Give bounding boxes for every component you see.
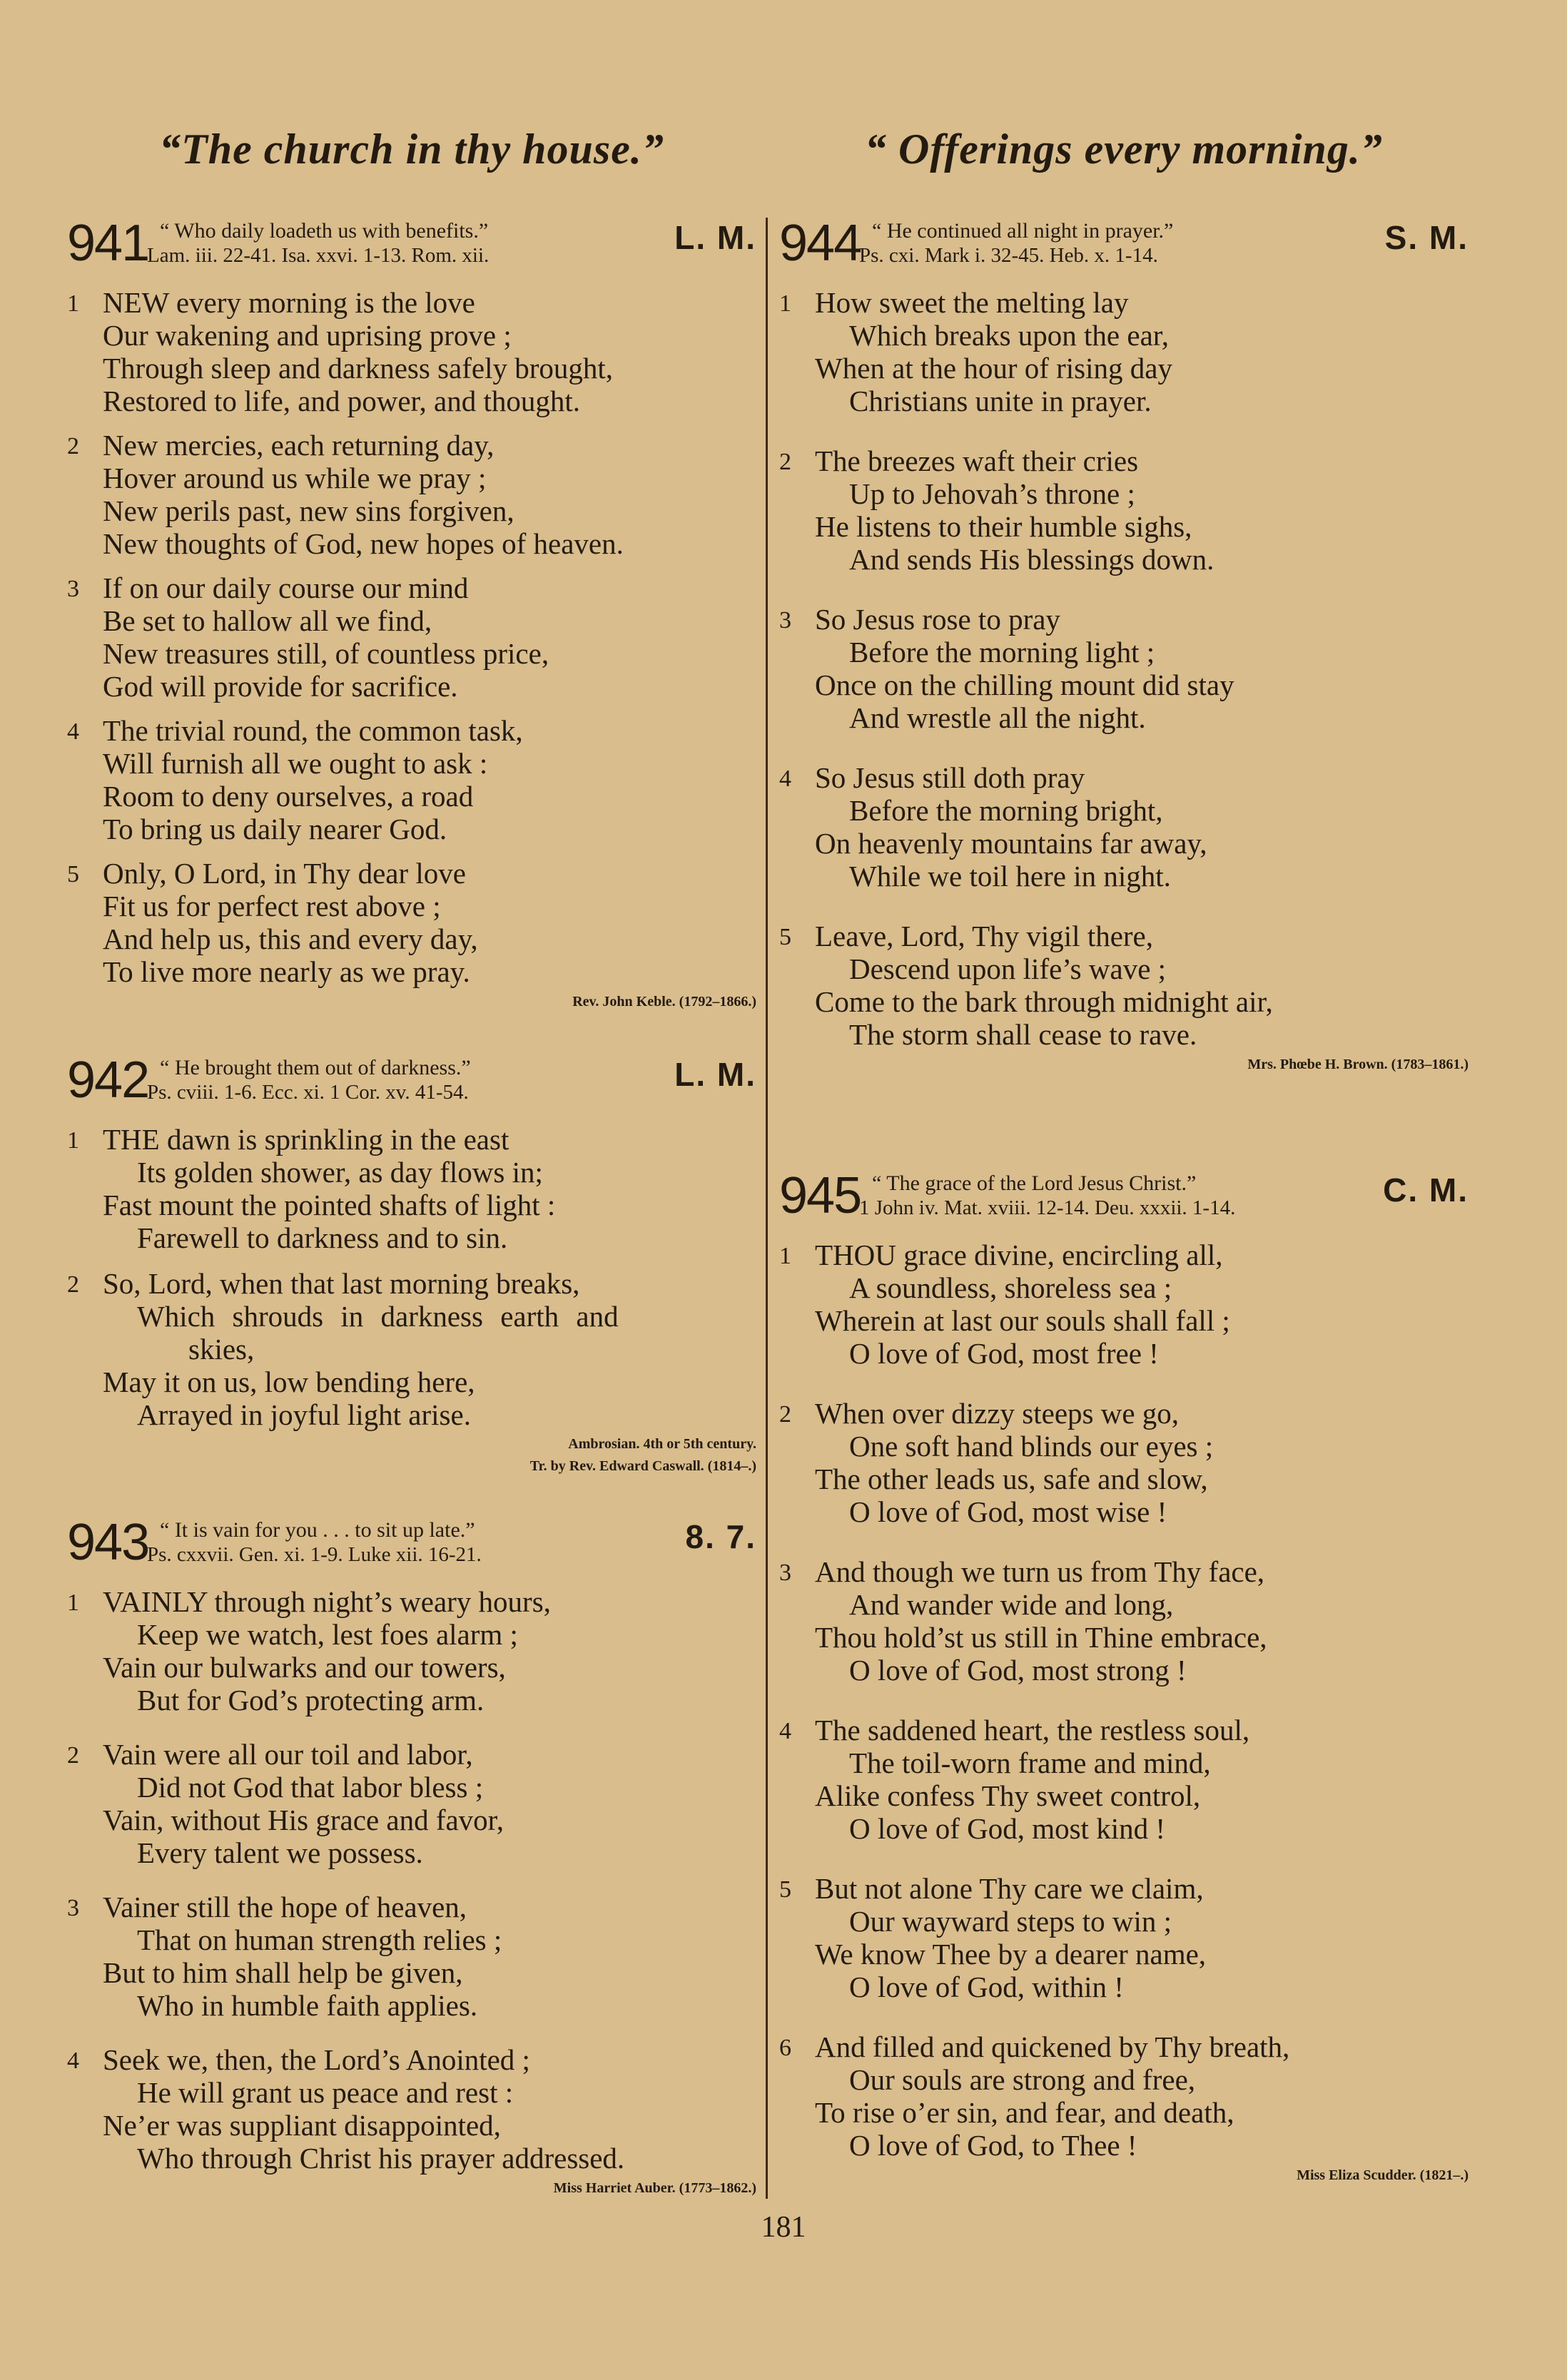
- verse-line: And help us, this and every day,: [103, 922, 478, 955]
- verse-line: Restored to life, and power, and thought.: [103, 385, 581, 417]
- right-column-title: “ Offerings every morning.”: [865, 126, 1383, 173]
- verse-line: Its golden shower, as day flows in;: [137, 1156, 543, 1189]
- verse-line: Before the morning light ;: [849, 636, 1155, 668]
- verse-line: One soft hand blinds our eyes ;: [849, 1430, 1214, 1463]
- hymn-scripture-refs: 1 John iv. Mat. xviii. 12-14. Deu. xxxii. 1-14.: [859, 1196, 1236, 1219]
- hymn-meter: L. M.: [674, 1056, 756, 1093]
- verse: [779, 444, 1469, 576]
- verse-line: And sends His blessings down.: [849, 543, 1214, 576]
- verse-number: 5: [779, 1876, 791, 1903]
- verse-line: When at the hour of rising day: [815, 352, 1172, 385]
- verse-line: Which shrouds in darkness earth and: [137, 1300, 619, 1333]
- verse-line: NEW every morning is the love: [103, 286, 475, 319]
- verse-line: New mercies, each returning day,: [103, 429, 495, 462]
- hymn-header: [67, 215, 756, 276]
- verse-line: So Jesus rose to pray: [815, 603, 1060, 636]
- verse-line: THOU grace divine, encircling all,: [815, 1239, 1223, 1271]
- hymn-header: [67, 1514, 756, 1575]
- verse-number: 5: [779, 924, 791, 950]
- verse-line: O love of God, within !: [849, 1970, 1124, 2003]
- verse-number: 4: [67, 2048, 79, 2074]
- hymn-number: 945: [779, 1167, 861, 1224]
- hymn-number: 944: [779, 215, 861, 272]
- hymn-epigraph: “ The grace of the Lord Jesus Christ.”: [872, 1171, 1197, 1195]
- verse: [779, 2030, 1469, 2162]
- verse-line: So, Lord, when that last morning breaks,: [103, 1267, 580, 1300]
- verse-line: We know Thee by a dearer name,: [815, 1938, 1207, 1970]
- verse-number: 6: [779, 2035, 791, 2061]
- verse: [779, 1397, 1469, 1528]
- verse-line: Fit us for perfect rest above ;: [103, 890, 441, 922]
- hymn-941: [67, 215, 756, 1011]
- hymn-scripture-refs: Ps. cxi. Mark i. 32-45. Heb. x. 1-14.: [859, 244, 1158, 267]
- verse: [67, 571, 756, 703]
- hymn-scripture-refs: Ps. cxxvii. Gen. xi. 1-9. Luke xii. 16-21.: [147, 1543, 482, 1566]
- verse: [779, 1239, 1469, 1370]
- left-column-title: “The church in thy house.”: [159, 126, 664, 173]
- hymn-945: [779, 1167, 1469, 2185]
- hymn-scripture-refs: Lam. iii. 22-41. Isa. xxvi. 1-13. Rom. xii.: [147, 244, 490, 267]
- verse-line: O love of God, most strong !: [849, 1654, 1187, 1687]
- verse: [67, 714, 756, 845]
- hymn-942: [67, 1054, 756, 1475]
- verse-line: And though we turn us from Thy face,: [815, 1555, 1265, 1588]
- verse-line: Arrayed in joyful light arise.: [137, 1398, 471, 1431]
- verse-line: Before the morning bright,: [849, 794, 1163, 827]
- verse: [779, 1555, 1469, 1687]
- verse-number: 2: [67, 1742, 79, 1769]
- hymn-944: [779, 215, 1469, 1074]
- verse-number: 4: [779, 766, 791, 792]
- verse-line: Our wakening and uprising prove ;: [103, 319, 512, 352]
- verse-line: Alike confess Thy sweet control,: [815, 1779, 1201, 1812]
- verse: [779, 1872, 1469, 2003]
- verse-line: May it on us, low bending here,: [103, 1366, 475, 1398]
- verse: [779, 1714, 1469, 1845]
- verse-line: On heavenly mountains far away,: [815, 827, 1207, 860]
- verse-line: O love of God, most free !: [849, 1337, 1159, 1370]
- hymn-943: [67, 1514, 756, 2197]
- verse-line: Hover around us while we pray ;: [103, 462, 487, 494]
- verse-line: So Jesus still doth pray: [815, 761, 1085, 794]
- verse-line: To bring us daily nearer God.: [103, 813, 447, 845]
- verse-line: VAINLY through night’s weary hours,: [103, 1585, 551, 1618]
- hymn-credit: Miss Harriet Auber. (1773–1862.): [553, 2180, 756, 2196]
- verse-line: And wrestle all the night.: [849, 701, 1146, 734]
- verse: [779, 603, 1469, 734]
- verse-line: He will grant us peace and rest :: [137, 2076, 514, 2109]
- verse-line: Vain were all our toil and labor,: [103, 1738, 473, 1771]
- verse-number: 1: [779, 1243, 791, 1269]
- verse-line: Seek we, then, the Lord’s Anointed ;: [103, 2043, 530, 2076]
- verse-line: Through sleep and darkness safely brought,: [103, 352, 614, 385]
- verse-line: He listens to their humble sighs,: [815, 510, 1192, 543]
- verse: [67, 2043, 756, 2175]
- hymn-credit: Miss Eliza Scudder. (1821–.): [1297, 2167, 1469, 2183]
- hymn-number: 943: [67, 1514, 149, 1571]
- verse-line: The saddened heart, the restless soul,: [815, 1714, 1250, 1746]
- verse-number: 3: [67, 576, 79, 602]
- verse: [67, 1891, 756, 2022]
- verse-line: Up to Jehovah’s throne ;: [849, 477, 1135, 510]
- verse: [779, 920, 1469, 1051]
- verse-line: Once on the chilling mount did stay: [815, 668, 1234, 701]
- verse-line: The breezes waft their cries: [815, 444, 1139, 477]
- verse: [67, 1585, 756, 1717]
- verse-line: Be set to hallow all we find,: [103, 604, 432, 637]
- verse-line: Christians unite in prayer.: [849, 385, 1152, 417]
- verse-line: New treasures still, of countless price,: [103, 637, 549, 670]
- verse-line: The other leads us, safe and slow,: [815, 1463, 1208, 1495]
- verse-line: While we toil here in night.: [849, 860, 1171, 892]
- verse-number: 4: [779, 1718, 791, 1744]
- verse-line: skies,: [188, 1333, 255, 1366]
- verse: [67, 1738, 756, 1869]
- verse-line: New perils past, new sins forgiven,: [103, 494, 514, 527]
- verse-line: But not alone Thy care we claim,: [815, 1872, 1204, 1905]
- verse-line: Farewell to darkness and to sin.: [137, 1221, 508, 1254]
- verse-line: Will furnish all we ought to ask :: [103, 747, 488, 780]
- page-number: 181: [761, 2211, 806, 2244]
- verse-line: New thoughts of God, new hopes of heaven.: [103, 527, 624, 560]
- verse-line: Thou hold’st us still in Thine embrace,: [815, 1621, 1267, 1654]
- verse-line: To live more nearly as we pray.: [103, 955, 470, 988]
- verse: [67, 429, 756, 560]
- verse-line: O love of God, most kind !: [849, 1812, 1165, 1845]
- verse-number: 1: [67, 290, 79, 317]
- hymn-number: 941: [67, 215, 149, 272]
- verse: [67, 1267, 756, 1431]
- hymn-epigraph: “ Who daily loadeth us with benefits.”: [160, 219, 489, 243]
- hymn-meter: C. M.: [1383, 1171, 1469, 1209]
- hymn-epigraph: “ It is vain for you . . . to sit up late.”: [160, 1518, 475, 1542]
- column-divider: [766, 218, 768, 2199]
- verse-number: 2: [779, 1401, 791, 1428]
- verse-line: Which breaks upon the ear,: [849, 319, 1170, 352]
- verse-line: Did not God that labor bless ;: [137, 1771, 484, 1804]
- verse-line: Only, O Lord, in Thy dear love: [103, 857, 466, 890]
- verse-number: 4: [67, 718, 79, 745]
- verse: [779, 761, 1469, 892]
- verse-line: To rise o’er sin, and fear, and death,: [815, 2096, 1234, 2129]
- verse-line: Wherein at last our souls shall fall ;: [815, 1304, 1230, 1337]
- hymn-header: [779, 1167, 1469, 1229]
- hymn-number: 942: [67, 1052, 149, 1109]
- verse-line: Keep we watch, lest foes alarm ;: [137, 1618, 518, 1651]
- verse-line: THE dawn is sprinkling in the east: [103, 1123, 509, 1156]
- verse-line: Ne’er was suppliant disappointed,: [103, 2109, 501, 2142]
- verse-number: 1: [67, 1590, 79, 1616]
- verse-line: Vain our bulwarks and our towers,: [103, 1651, 506, 1684]
- hymn-meter: S. M.: [1384, 219, 1469, 256]
- hymn-meter: L. M.: [674, 219, 756, 256]
- verse-number: 3: [779, 1560, 791, 1586]
- hymn-credit: Rev. John Keble. (1792–1866.): [572, 994, 756, 1010]
- verse-line: How sweet the melting lay: [815, 286, 1129, 319]
- hymn-epigraph: “ He brought them out of darkness.”: [160, 1056, 471, 1079]
- verse: [67, 286, 756, 417]
- hymn-header: [67, 1054, 756, 1113]
- hymn-epigraph: “ He continued all night in prayer.”: [872, 219, 1174, 243]
- verse-number: 1: [67, 1127, 79, 1154]
- verse-line: Room to deny ourselves, a road: [103, 780, 474, 813]
- verse-line: And wander wide and long,: [849, 1588, 1174, 1621]
- verse-number: 3: [779, 607, 791, 634]
- verse-line: But for God’s protecting arm.: [137, 1684, 485, 1717]
- verse-line: Who in humble faith applies.: [137, 1989, 478, 2022]
- hymn-scripture-refs: Ps. cviii. 1-6. Ecc. xi. 1 Cor. xv. 41-54.: [147, 1081, 469, 1104]
- verse-line: The toil-worn frame and mind,: [849, 1746, 1211, 1779]
- verse: [67, 857, 756, 988]
- verse-line: And filled and quickened by Thy breath,: [815, 2030, 1290, 2063]
- verse-line: Who through Christ his prayer addressed.: [137, 2142, 625, 2175]
- verse-line: When over dizzy steeps we go,: [815, 1397, 1180, 1430]
- verse-number: 5: [67, 861, 79, 888]
- hymn-credit: Tr. by Rev. Edward Caswall. (1814–.): [529, 1458, 756, 1474]
- verse-number: 1: [779, 290, 791, 317]
- verse-number: 3: [67, 1895, 79, 1921]
- verse-line: The storm shall cease to rave.: [849, 1018, 1197, 1051]
- verse-line: Fast mount the pointed shafts of light :: [103, 1189, 556, 1221]
- verse-line: Descend upon life’s wave ;: [849, 952, 1167, 985]
- verse-line: O love of God, most wise !: [849, 1495, 1167, 1528]
- verse-line: The trivial round, the common task,: [103, 714, 523, 747]
- verse: [67, 1123, 756, 1254]
- hymn-header: [779, 215, 1469, 276]
- verse-line: Our wayward steps to win ;: [849, 1905, 1172, 1938]
- verse-line: That on human strength relies ;: [137, 1923, 502, 1956]
- verse-line: If on our daily course our mind: [103, 571, 469, 604]
- verse-number: 2: [779, 449, 791, 475]
- verse-line: But to him shall help be given,: [103, 1956, 463, 1989]
- verse: [779, 286, 1469, 417]
- verse-line: A soundless, shoreless sea ;: [849, 1271, 1172, 1304]
- verse-line: Vainer still the hope of heaven,: [103, 1891, 467, 1923]
- verse-number: 2: [67, 1271, 79, 1298]
- verse-line: Every talent we possess.: [137, 1836, 423, 1869]
- hymn-credit: Mrs. Phœbe H. Brown. (1783–1861.): [1247, 1057, 1469, 1072]
- verse-line: God will provide for sacrifice.: [103, 670, 458, 703]
- verse-line: Come to the bark through midnight air,: [815, 985, 1273, 1018]
- verse-line: Leave, Lord, Thy vigil there,: [815, 920, 1154, 952]
- verse-line: Our souls are strong and free,: [849, 2063, 1196, 2096]
- verse-line: O love of God, to Thee !: [849, 2129, 1137, 2162]
- hymn-credit: Ambrosian. 4th or 5th century.: [568, 1436, 756, 1452]
- hymn-meter: 8. 7.: [685, 1518, 756, 1555]
- verse-number: 2: [67, 433, 79, 459]
- verse-line: Vain, without His grace and favor,: [103, 1804, 504, 1836]
